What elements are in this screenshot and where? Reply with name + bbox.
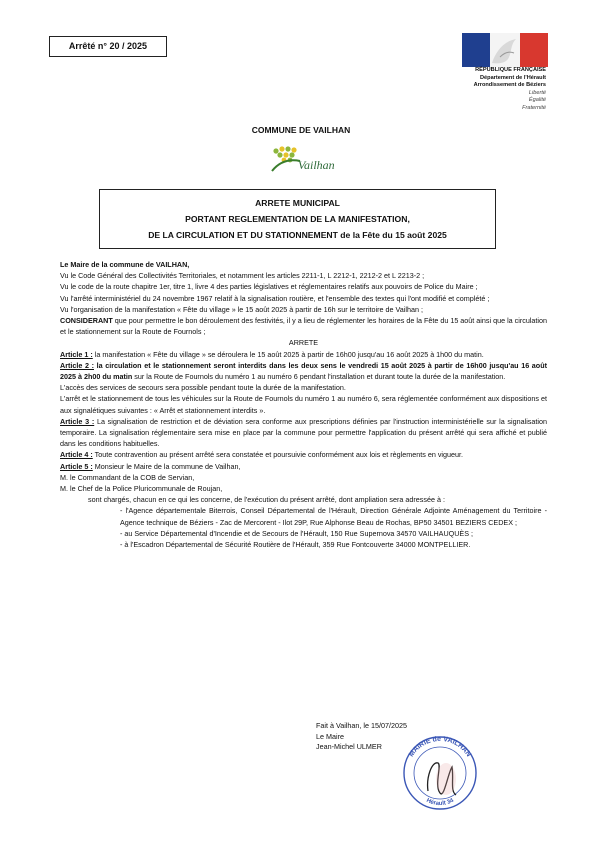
stamp-bottom-text: Hérault 34 (425, 797, 455, 808)
title-line-1: ARRETE MUNICIPAL (255, 198, 340, 208)
signer-role: Le Maire (316, 731, 344, 741)
motto-egalite: Égalité (528, 97, 546, 104)
motto-liberte: Liberté (528, 89, 546, 96)
arrete-reference-box (49, 36, 167, 57)
considerant-text: que pour permettre le bon déroulement des festivités, il y a lieu de réglementer les horaires de la Fête du 15 août ainsi que la circulation et le stationnement sur la Route de Fournols ; (60, 316, 548, 337)
logo-text: Vailhan (298, 158, 335, 172)
destinataire-1: - l'Agence départementale Biterrois, Conseil Départemental de l'Hérault, Direction Générale Adjointe Aménagement du Territoire - Agence technique de Béziers - Zac de Mercorent - Ilot 29P, Rue Alphonse Beau de Rochas, BP50 34501 BEZIERS CEDEX ; (120, 506, 547, 527)
vu-2: Vu le code de la route chapitre 1er, titre 1, livre 4 des parties législatives et réglementaires relatifs aux pouvoirs de Police du Maire ; (60, 282, 478, 292)
considerant (60, 315, 547, 337)
arrete-reference: Arrêté n° 20 / 2025 (68, 41, 148, 51)
marianne-logo (462, 33, 548, 67)
article-5-charges: sont chargés, chacun en ce qui les concerne, de l'exécution du présent arrêté, dont ampliation sera adressée à : (88, 495, 445, 505)
destinataire-3: - à l'Escadron Départemental de Sécurité Routière de l'Hérault, 359 Rue Fontcouverte 34000 MONTPELLIER. (120, 540, 471, 550)
article-5-text: Monsieur le Maire de la commune de Vailhan, (92, 461, 241, 471)
article-2-stationnement: L'arrêt et le stationnement de tous les véhicules sur la Route de Fournols du numéro 1 au numéro 6, sera réglementée conformément aux dispositions et aux signalétiques suivantes : « Arrêt et stationnement interdits ». (60, 394, 547, 415)
article-3-label: Article 3 : (60, 416, 95, 426)
commune-title: COMMUNE DE VAILHAN (251, 125, 351, 135)
intro: Le Maire de la commune de VAILHAN, (60, 260, 190, 269)
mairie-stamp (398, 733, 482, 813)
article-4-text: Toute contravention au présent arrêté sera constatée et poursuivie conformément aux lois et règlements en vigueur. (92, 450, 464, 460)
article-4-label: Article 4 : (60, 450, 93, 460)
article-2-text: sur la Route de Fournols du numéro 1 au numéro 6 pendant l'installation et durant toute la durée de la manifestation. (132, 372, 506, 382)
vailhan-logo (270, 143, 346, 177)
article-5-label: Article 5 : (60, 461, 93, 471)
title-line-2: PORTANT REGLEMENTATION DE LA MANIFESTATION, (185, 214, 410, 224)
destinataire-2: - au Service Départemental d'Incendie et de Secours de l'Hérault, 150 Rue Supernova 34570 VAILHAUQUÈS ; (120, 528, 474, 538)
arrete-body (60, 259, 547, 550)
article-3-text: La signalisation de restriction et de déviation sera conforme aux prescriptions définies par l'instruction interministérielle sur la signalisation temporaire. La signalisation réglementaire sera mise en place par la commune pour permettre l'application du présent arrêté qui sera affiché et publié dans les conditions habituelles. (60, 416, 547, 449)
motto-fraternite: Fraternité (522, 104, 546, 111)
article-5-cob: M. le Commandant de la COB de Servian, (60, 472, 195, 482)
article-2-secours: L'accès des services de secours sera possible pendant toute la durée de la manifestation. (60, 383, 346, 393)
title-box (99, 189, 496, 249)
vu-1: Vu le Code Général des Collectivités Territoriales, et notamment les articles 2211-1, L 2212-1, 2212-2 et L 2213-2 ; (60, 271, 425, 281)
arrondissement-label: Arrondissement de Béziers (473, 82, 546, 89)
vu-4: Vu l'organisation de la manifestation « Fête du village » le 15 août 2025 à partir de 16h sur le territoire de Vailhan ; (60, 304, 423, 314)
department-label: Département de l'Hérault (480, 74, 546, 81)
article-5 (60, 461, 547, 472)
article-1-label: Article 1 : (60, 349, 93, 359)
article-4 (60, 449, 547, 460)
article-2-bold-text: la circulation et le stationnement seront interdits dans les deux sens le vendredi 15 août 2025 à partir de 16h00 jusqu'au 16 août 2025 à 2h00 du matin (60, 360, 547, 382)
title-line-3: DE LA CIRCULATION ET DU STATIONNEMENT de la Fête du 15 août 2025 (148, 230, 447, 240)
article-1 (60, 349, 547, 360)
place-date: Fait à Vailhan, le 15/07/2025 (316, 721, 407, 730)
article-2 (60, 360, 547, 382)
vu-3: Vu l'arrêté interministériel du 24 novembre 1967 relatif à la signalisation routière, et l'ensemble des textes qui l'ont modifié et complété ; (60, 293, 490, 303)
article-1-text: la manifestation « Fête du village » se déroulera le 15 août 2025 à partir de 16h00 jusqu'au 16 août 2025 à 1h00 du matin. (92, 349, 484, 359)
article-3 (60, 416, 547, 450)
article-2-label: Article 2 : (60, 360, 94, 370)
signer-name: Jean-Michel ULMER (316, 742, 382, 752)
stamp-top-text: MAIRIE de VAILHAN (407, 735, 473, 759)
republic-header (430, 67, 546, 113)
arrete-heading: ARRETE (288, 338, 319, 348)
article-5-police: M. le Chef de la Police Pluricommunale de Roujan, (60, 484, 223, 494)
republic-label: RÉPUBLIQUE FRANÇAISE (475, 67, 546, 73)
considerant-label: CONSIDERANT (60, 316, 113, 326)
signature-block (316, 721, 407, 753)
